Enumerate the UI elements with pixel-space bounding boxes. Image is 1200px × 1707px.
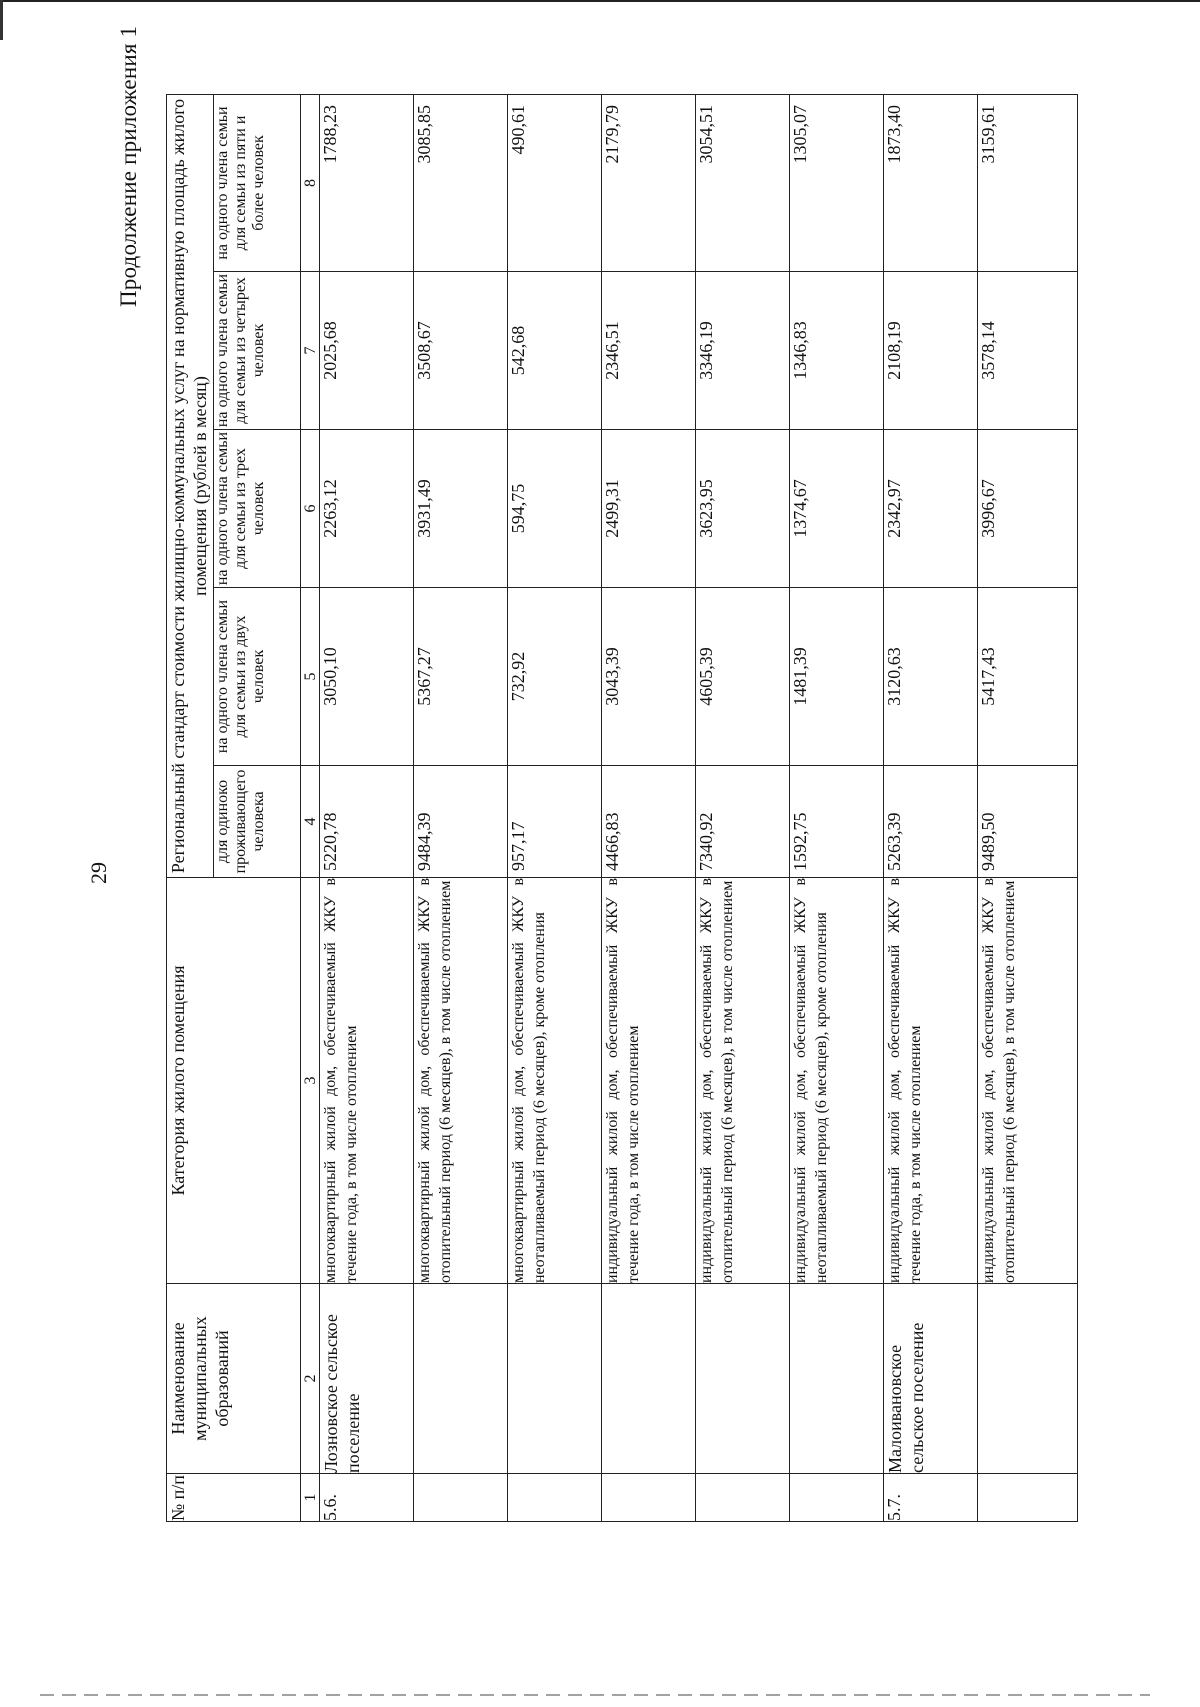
municipality-name bbox=[978, 1284, 1078, 1474]
municipality-name bbox=[696, 1284, 790, 1474]
row-number bbox=[696, 1474, 790, 1522]
municipality-name: Лозновское сельское поселение bbox=[320, 1284, 414, 1474]
value-four: 542,68 bbox=[508, 272, 602, 430]
value-two: 4605,39 bbox=[696, 588, 790, 766]
value-four: 2108,19 bbox=[884, 272, 978, 430]
row-number bbox=[602, 1474, 696, 1522]
table-row bbox=[320, 95, 414, 1522]
municipality-name bbox=[508, 1284, 602, 1474]
value-single: 9489,50 bbox=[978, 766, 1078, 878]
value-three: 3996,67 bbox=[978, 430, 1078, 588]
value-five-plus: 3085,85 bbox=[414, 95, 508, 272]
value-two: 5417,43 bbox=[978, 588, 1078, 766]
col-number: 5 bbox=[301, 588, 320, 766]
value-three: 3931,49 bbox=[414, 430, 508, 588]
header-name: Наименование муниципальных образований bbox=[167, 1284, 301, 1474]
col-number: 2 bbox=[301, 1284, 320, 1474]
header-sub4: для одиноко проживающего человека bbox=[214, 766, 301, 878]
municipality-name bbox=[414, 1284, 508, 1474]
value-single: 957,17 bbox=[508, 766, 602, 878]
value-two: 3043,39 bbox=[602, 588, 696, 766]
value-single: 4466,83 bbox=[602, 766, 696, 878]
value-five-plus: 490,61 bbox=[508, 95, 602, 272]
col-number: 3 bbox=[301, 878, 320, 1284]
housing-category: многоквартирный жилой дом, обеспечиваемый ЖКУ в неотапливаемый период (6 месяцев), кроме отопления bbox=[508, 878, 602, 1284]
housing-category: индивидуальный жилой дом, обеспечиваемый ЖКУ в неотапливаемый период (6 месяцев), кроме отопления bbox=[790, 878, 884, 1284]
municipality-name: Малоивановское сельское поселение bbox=[884, 1284, 978, 1474]
value-two: 732,92 bbox=[508, 588, 602, 766]
value-four: 2025,68 bbox=[320, 272, 414, 430]
header-row-1 bbox=[167, 95, 214, 1522]
value-three: 594,75 bbox=[508, 430, 602, 588]
table-row bbox=[790, 95, 884, 1522]
table-row bbox=[602, 95, 696, 1522]
value-four: 2346,51 bbox=[602, 272, 696, 430]
tariff-table bbox=[166, 94, 1078, 1522]
value-four: 3578,14 bbox=[978, 272, 1078, 430]
housing-category: индивидуальный жилой дом, обеспечиваемый ЖКУ в отопительный период (6 месяцев), в том числе отоплением bbox=[696, 878, 790, 1284]
value-four: 3508,67 bbox=[414, 272, 508, 430]
value-five-plus: 2179,79 bbox=[602, 95, 696, 272]
value-five-plus: 3054,51 bbox=[696, 95, 790, 272]
page-number: 29 bbox=[86, 862, 111, 884]
housing-category: индивидуальный жилой дом, обеспечиваемый ЖКУ в отопительный период (6 месяцев), в том числе отоплением bbox=[978, 878, 1078, 1284]
value-three: 3623,95 bbox=[696, 430, 790, 588]
value-three: 1374,67 bbox=[790, 430, 884, 588]
header-sub8: на одного члена семьи для семьи из пяти и более человек bbox=[214, 95, 301, 272]
housing-category: многоквартирный жилой дом, обеспечиваемый ЖКУ в течение года, в том числе отоплением bbox=[320, 878, 414, 1284]
value-three: 2342,97 bbox=[884, 430, 978, 588]
row-number bbox=[508, 1474, 602, 1522]
table-row bbox=[414, 95, 508, 1522]
row-number bbox=[790, 1474, 884, 1522]
value-three: 2499,31 bbox=[602, 430, 696, 588]
row-number bbox=[414, 1474, 508, 1522]
continuation-title: Продолжение приложения 1 bbox=[116, 25, 141, 307]
row-number: 5.6. bbox=[320, 1474, 414, 1522]
column-number-row bbox=[301, 95, 320, 1522]
housing-category: индивидуальный жилой дом, обеспечиваемый ЖКУ в течение года, в том числе отоплением bbox=[884, 878, 978, 1284]
header-num: № п/п bbox=[167, 1474, 301, 1522]
value-two: 1481,39 bbox=[790, 588, 884, 766]
value-five-plus: 1873,40 bbox=[884, 95, 978, 272]
value-single: 5263,39 bbox=[884, 766, 978, 878]
table-row bbox=[508, 95, 602, 1522]
col-number: 7 bbox=[301, 272, 320, 430]
value-five-plus: 1788,23 bbox=[320, 95, 414, 272]
col-number: 6 bbox=[301, 430, 320, 588]
value-two: 3050,10 bbox=[320, 588, 414, 766]
value-five-plus: 1305,07 bbox=[790, 95, 884, 272]
table-row bbox=[978, 95, 1078, 1522]
housing-category: многоквартирный жилой дом, обеспечиваемый ЖКУ в отопительный период (6 месяцев), в том числе отоплением bbox=[414, 878, 508, 1284]
municipality-name bbox=[790, 1284, 884, 1474]
value-single: 7340,92 bbox=[696, 766, 790, 878]
header-group: Региональный стандарт стоимости жилищно-коммунальных услуг на нормативную площадь жилого помещения (рублей в месяц) bbox=[167, 95, 214, 878]
value-three: 2263,12 bbox=[320, 430, 414, 588]
value-four: 3346,19 bbox=[696, 272, 790, 430]
row-number bbox=[978, 1474, 1078, 1522]
col-number: 1 bbox=[301, 1474, 320, 1522]
value-five-plus: 3159,61 bbox=[978, 95, 1078, 272]
header-sub5: на одного члена семьи для семьи из двух человек bbox=[214, 588, 301, 766]
col-number: 8 bbox=[301, 95, 320, 272]
row-number: 5.7. bbox=[884, 1474, 978, 1522]
table-row bbox=[884, 95, 978, 1522]
header-sub6: на одного члена семьи для семьи из трех человек bbox=[214, 430, 301, 588]
value-four: 1346,83 bbox=[790, 272, 884, 430]
value-two: 5367,27 bbox=[414, 588, 508, 766]
value-single: 5220,78 bbox=[320, 766, 414, 878]
header-sub7: на одного члена семьи для семьи из четырех человек bbox=[214, 272, 301, 430]
housing-category: индивидуальный жилой дом, обеспечиваемый ЖКУ в течение года, в том числе отоплением bbox=[602, 878, 696, 1284]
value-single: 9484,39 bbox=[414, 766, 508, 878]
municipality-name bbox=[602, 1284, 696, 1474]
table-row bbox=[696, 95, 790, 1522]
header-category: Категория жилого помещения bbox=[167, 878, 301, 1284]
col-number: 4 bbox=[301, 766, 320, 878]
value-single: 1592,75 bbox=[790, 766, 884, 878]
value-two: 3120,63 bbox=[884, 588, 978, 766]
